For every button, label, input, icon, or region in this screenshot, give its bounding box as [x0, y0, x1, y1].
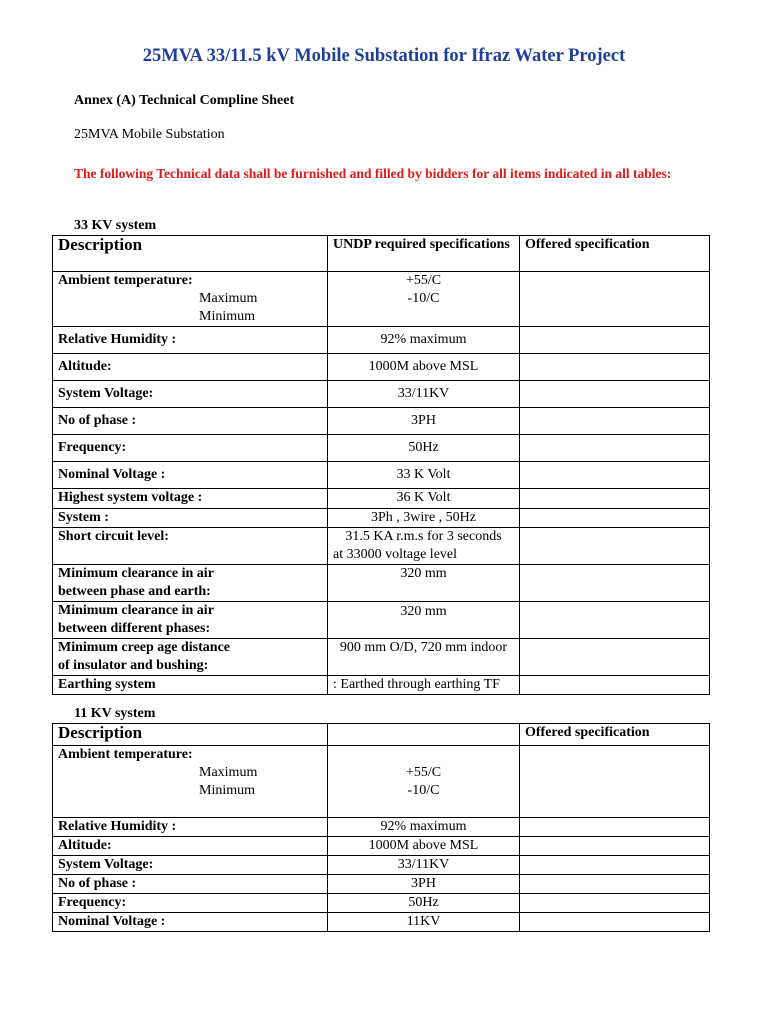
row-label: Altitude:: [53, 837, 328, 856]
header-offered-spec: Offered specification: [520, 236, 710, 272]
row-label: Ambient temperature: Maximum Minimum: [53, 272, 328, 327]
table-row: [53, 837, 710, 856]
row-required-value: 320 mm: [328, 565, 520, 602]
offered-cell[interactable]: [520, 354, 710, 381]
row-required-value: 3Ph , 3wire , 50Hz: [328, 509, 520, 528]
table-row: [53, 327, 710, 354]
row-label: Short circuit level:: [53, 528, 328, 565]
table-row: [53, 272, 710, 327]
offered-cell[interactable]: [520, 894, 710, 913]
row-label: Nominal Voltage :: [53, 462, 328, 489]
section-label-11kv: 11 KV system: [74, 706, 156, 721]
spec-table-33kv: [52, 235, 710, 695]
row-required-value: 320 mm: [328, 602, 520, 639]
document-subtitle: 25MVA Mobile Substation: [74, 127, 225, 142]
row-label: System Voltage:: [53, 856, 328, 875]
offered-cell[interactable]: [520, 746, 710, 818]
header-description: Description: [53, 236, 328, 272]
row-required-value: : Earthed through earthing TF: [328, 676, 520, 695]
header-offered-spec: Offered specification: [520, 724, 710, 746]
row-label: Altitude:: [53, 354, 328, 381]
row-required-value: 36 K Volt: [328, 489, 520, 509]
page-title: 25MVA 33/11.5 kV Mobile Substation for Ifraz Water Project: [142, 46, 626, 66]
offered-cell[interactable]: [520, 272, 710, 327]
row-label: Frequency:: [53, 435, 328, 462]
row-required-value: 92% maximum: [328, 327, 520, 354]
row-label: Relative Humidity :: [53, 327, 328, 354]
table-row: [53, 489, 710, 509]
offered-cell[interactable]: [520, 435, 710, 462]
offered-cell[interactable]: [520, 462, 710, 489]
offered-cell[interactable]: [520, 408, 710, 435]
offered-cell[interactable]: [520, 913, 710, 932]
offered-cell[interactable]: [520, 676, 710, 695]
offered-cell[interactable]: [520, 381, 710, 408]
row-label: Ambient temperature: Maximum Minimum: [53, 746, 328, 818]
row-required-value: 50Hz: [328, 435, 520, 462]
row-required-value: 33 K Volt: [328, 462, 520, 489]
row-required-value: 1000M above MSL: [328, 354, 520, 381]
row-required-value: 50Hz: [328, 894, 520, 913]
row-label: No of phase :: [53, 875, 328, 894]
header-required-spec: [328, 724, 520, 746]
offered-cell[interactable]: [520, 602, 710, 639]
table-row: [53, 913, 710, 932]
row-label: Nominal Voltage :: [53, 913, 328, 932]
header-required-spec: UNDP required specifications: [328, 236, 520, 272]
row-label: Relative Humidity :: [53, 818, 328, 837]
row-required-value: 33/11KV: [328, 856, 520, 875]
table-row: [53, 565, 710, 602]
bidder-notice: The following Technical data shall be furnished and filled by bidders for all items indicated in all tables:: [74, 166, 672, 181]
table-header-row: [53, 236, 710, 272]
table-header-row: [53, 724, 710, 746]
row-label: No of phase :: [53, 408, 328, 435]
table-row: [53, 639, 710, 676]
row-label: System Voltage:: [53, 381, 328, 408]
table-row: [53, 894, 710, 913]
table-row: [53, 602, 710, 639]
spec-table-11kv: [52, 723, 710, 932]
row-label: System :: [53, 509, 328, 528]
row-label: Highest system voltage :: [53, 489, 328, 509]
table-row: [53, 856, 710, 875]
row-label: Minimum clearance in air between phase and earth:: [53, 565, 328, 602]
row-required-value: +55/C -10/C: [328, 746, 520, 818]
row-required-value: 3PH: [328, 408, 520, 435]
annex-heading: Annex (A) Technical Compline Sheet: [74, 93, 295, 108]
table-row: [53, 875, 710, 894]
offered-cell[interactable]: [520, 565, 710, 602]
row-label: Earthing system: [53, 676, 328, 695]
table-row: [53, 408, 710, 435]
table-row: [53, 746, 710, 818]
row-label: Minimum clearance in air between different phases:: [53, 602, 328, 639]
row-required-value: 11KV: [328, 913, 520, 932]
table-row: [53, 435, 710, 462]
table-row: [53, 509, 710, 528]
header-description: Description: [53, 724, 328, 746]
offered-cell[interactable]: [520, 509, 710, 528]
offered-cell[interactable]: [520, 639, 710, 676]
table-row: [53, 676, 710, 695]
row-required-value: 31.5 KA r.m.s for 3 seconds at 33000 voltage level: [328, 528, 520, 565]
row-label: Frequency:: [53, 894, 328, 913]
offered-cell[interactable]: [520, 528, 710, 565]
table-row: [53, 381, 710, 408]
row-required-value: 1000M above MSL: [328, 837, 520, 856]
table-row: [53, 528, 710, 565]
row-required-value: 3PH: [328, 875, 520, 894]
table-row: [53, 818, 710, 837]
row-required-value: 33/11KV: [328, 381, 520, 408]
row-required-value: +55/C -10/C: [328, 272, 520, 327]
offered-cell[interactable]: [520, 489, 710, 509]
row-required-value: 92% maximum: [328, 818, 520, 837]
offered-cell[interactable]: [520, 856, 710, 875]
section-label-33kv: 33 KV system: [74, 218, 157, 233]
offered-cell[interactable]: [520, 818, 710, 837]
table-row: [53, 462, 710, 489]
table-row: [53, 354, 710, 381]
offered-cell[interactable]: [520, 327, 710, 354]
row-required-value: 900 mm O/D, 720 mm indoor: [328, 639, 520, 676]
offered-cell[interactable]: [520, 837, 710, 856]
row-label: Minimum creep age distance of insulator and bushing:: [53, 639, 328, 676]
offered-cell[interactable]: [520, 875, 710, 894]
